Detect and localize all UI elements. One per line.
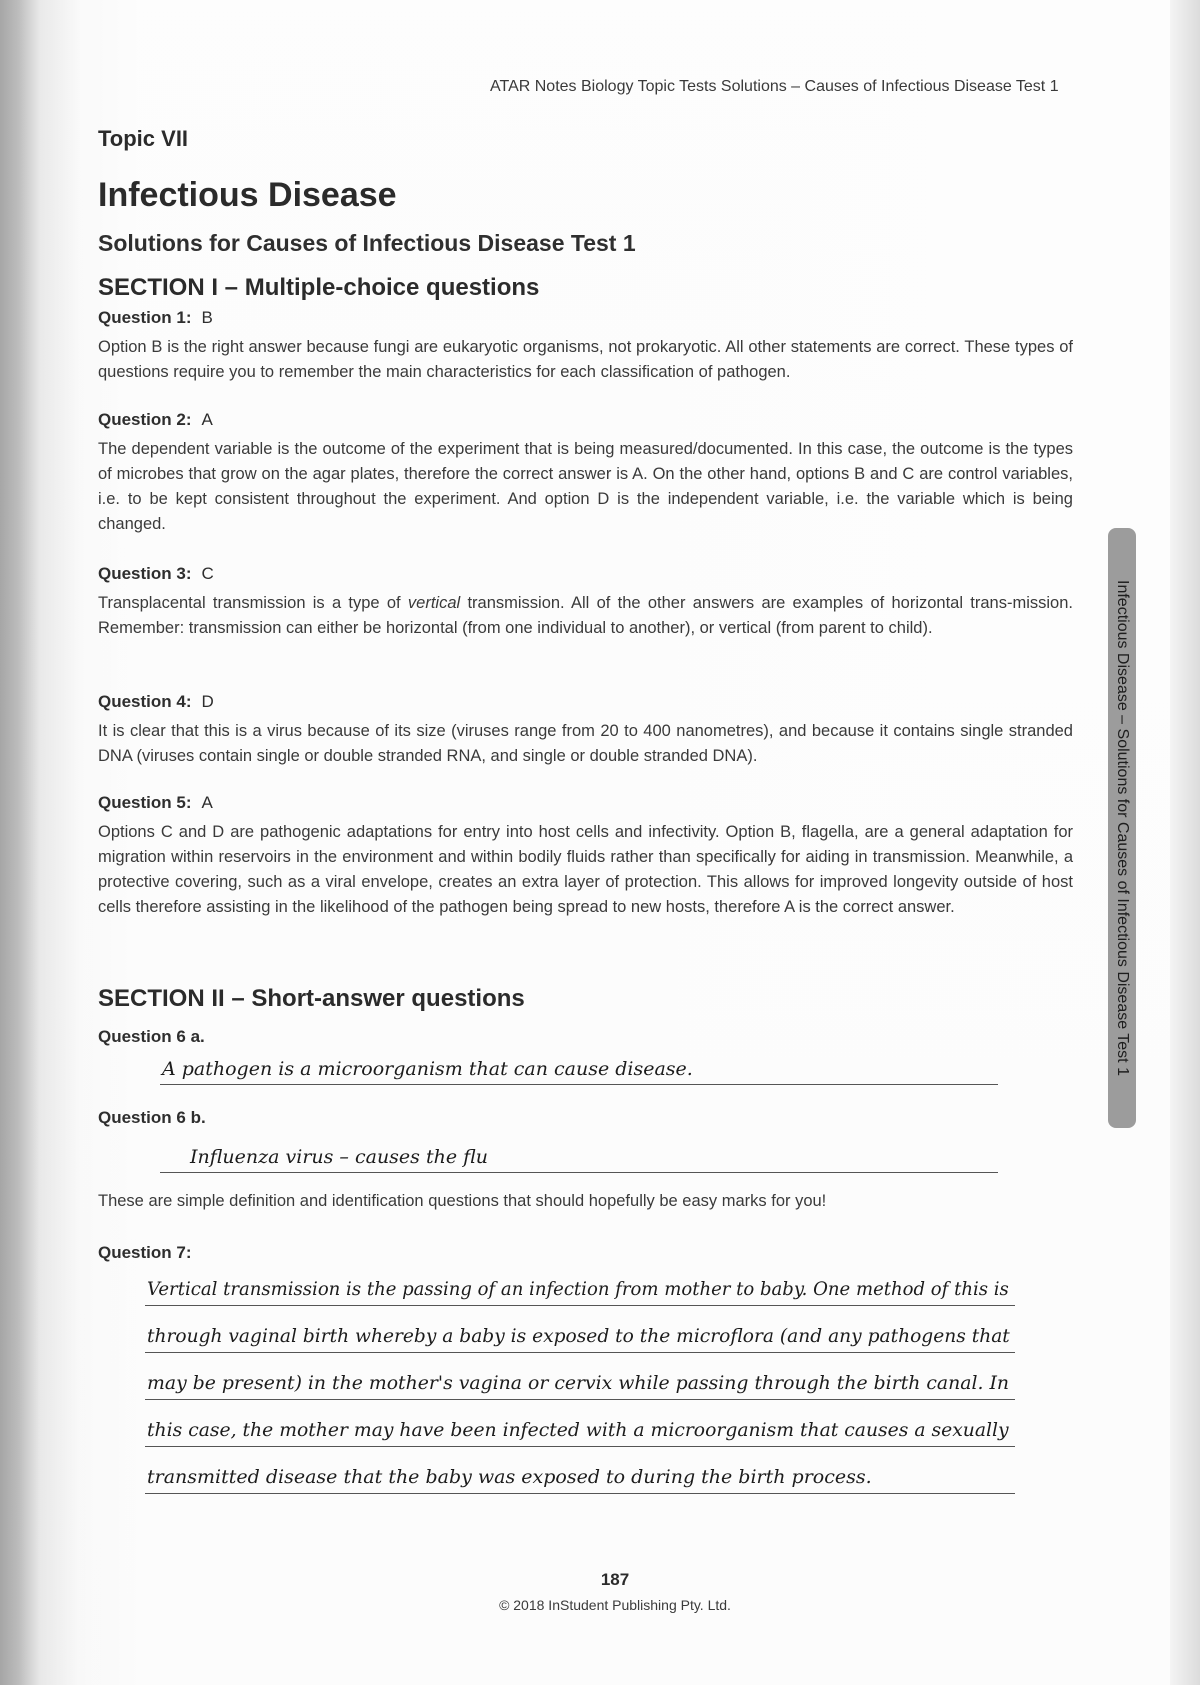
question-7-label: Question 7:: [98, 1243, 192, 1262]
question-2-label: [98, 410, 213, 430]
question-7-line-2: through vaginal birth whereby a baby is exposed to the microflora (and any pathogens that: [147, 1325, 1010, 1347]
question-3-text-a: Transplacental transmission is a type of: [98, 594, 408, 612]
question-1-explanation: Option B is the right answer because fungi are eukaryotic organisms, not prokaryotic. All other statements are correct. These types of questions require you to remember the main characteristics for each classification of pathogen.: [98, 338, 1073, 381]
page-number: 187: [600, 1570, 630, 1589]
question-2-answer: A: [201, 410, 213, 429]
question-5-explanation: Options C and D are pathogenic adaptations for entry into host cells and infectivity. Option B, flagella, are a general adaptation for migration within reservoirs in the environment and within bodily fluids rather than specifically for aiding in transmission. Meanwhile, a protective covering, such as a viral envelope, creates an extra layer of protection. This allows for improved longevity outside of host cells therefore assisting in the likelihood of the pathogen being spread to new hosts, therefore A is the correct answer.: [98, 823, 1073, 916]
question-5-answer: A: [201, 793, 213, 812]
question-label-text: Question 2:: [98, 410, 192, 429]
copyright: © 2018 InStudent Publishing Pty. Ltd.: [499, 1597, 731, 1613]
question-7-line-5: transmitted disease that the baby was exposed to during the birth process.: [147, 1466, 872, 1488]
question-4-label: [98, 692, 214, 712]
answer-line: [145, 1399, 1015, 1400]
question-3-answer: C: [201, 564, 214, 583]
question-label-text: Question 1:: [98, 308, 192, 327]
question-7-line-1: Vertical transmission is the passing of an infection from mother to baby. One method of this is: [147, 1278, 1009, 1300]
question-5-label: [98, 793, 213, 813]
page-title: Infectious Disease: [98, 176, 397, 214]
question-6b-answer: Influenza virus – causes the flu: [190, 1146, 489, 1168]
answer-line: [145, 1446, 1015, 1447]
question-7-line-3: may be present) in the mother's vagina or cervix while passing through the birth canal. In: [147, 1372, 1010, 1394]
question-4-explanation: It is clear that this is a virus because of its size (viruses range from 20 to 400 nanometres), and because it contains single stranded DNA (viruses contain single or double stranded RNA, and single or double stranded DNA).: [98, 722, 1073, 765]
question-3-text-italic: vertical: [407, 594, 461, 612]
question-3-label: [98, 564, 214, 584]
answer-line: [160, 1084, 998, 1085]
question-3-text-b: transmission. All of the other answers are examples of horizontal trans-mission. Remember: transmission can either be horizontal (from one individual to another), or vertical (from parent to child).: [98, 594, 1073, 637]
question-7-line-4: this case, the mother may have been infected with a microorganism that causes a sexually: [147, 1419, 1009, 1441]
question-2-explanation: The dependent variable is the outcome of the experiment that is being measured/documented. In this case, the outcome is the types of microbes that grow on the agar plates, therefore the correct answer is A. On the other hand, options B and C are control variables, i.e. to be kept consistent throughout the experiment. And option D is the independent variable, i.e. the variable which is being changed.: [98, 440, 1073, 533]
question-label-text: Question 5:: [98, 793, 192, 812]
answer-line: [145, 1305, 1015, 1306]
question-6a-label: Question 6 a.: [98, 1027, 205, 1046]
side-tab-label: Infectious Disease – Solutions for Causes of Infectious Disease Test 1: [1114, 580, 1131, 1076]
answer-line: [160, 1172, 998, 1173]
running-head: ATAR Notes Biology Topic Tests Solutions – Causes of Infectious Disease Test 1: [490, 78, 1059, 95]
section-2-heading: SECTION II – Short-answer questions: [98, 985, 525, 1012]
question-6a-answer: A pathogen is a microorganism that can cause disease.: [162, 1058, 693, 1080]
question-4-answer: D: [201, 692, 214, 711]
answer-line: [145, 1493, 1015, 1494]
question-1-label: [98, 308, 213, 328]
question-label-text: Question 4:: [98, 692, 192, 711]
question-6b-label: Question 6 b.: [98, 1108, 206, 1127]
section-1-heading: SECTION I – Multiple-choice questions: [98, 274, 540, 301]
page-subtitle: Solutions for Causes of Infectious Disease Test 1: [98, 230, 636, 256]
question-3-explanation: [98, 591, 1073, 641]
answer-line: [145, 1352, 1015, 1353]
question-label-text: Question 3:: [98, 564, 192, 583]
topic-label: Topic VII: [98, 126, 189, 151]
short-answer-note: These are simple definition and identification questions that should hopefully be easy marks for you!: [98, 1192, 827, 1210]
question-1-answer: B: [201, 308, 213, 327]
